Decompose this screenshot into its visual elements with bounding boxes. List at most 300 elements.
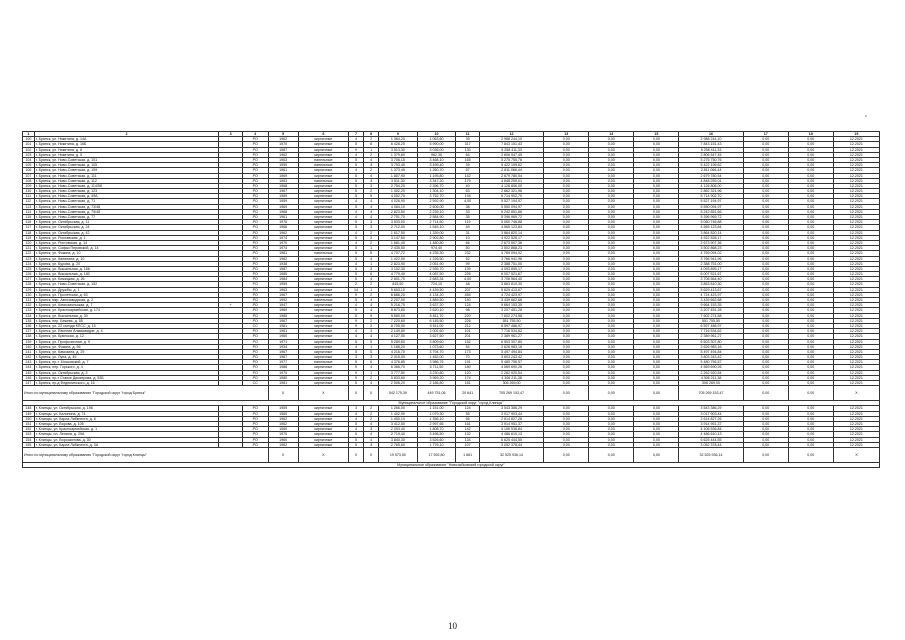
table-cell: 1959 bbox=[268, 282, 298, 287]
table-cell: 2 679 780,54 bbox=[679, 173, 743, 178]
table-cell: 0,00 bbox=[743, 416, 788, 421]
table-cell: 4 724 423,97 bbox=[679, 292, 743, 297]
table-cell: 0,00 bbox=[788, 230, 833, 235]
table-cell: 0,00 bbox=[743, 365, 788, 370]
table-cell: X bbox=[268, 386, 298, 401]
table-cell: 3 533,00 bbox=[379, 220, 418, 225]
table-cell: 2 751,70 bbox=[379, 215, 418, 220]
table-cell: X bbox=[364, 447, 379, 462]
table-cell: 4 bbox=[349, 303, 364, 308]
table-cell: 111 bbox=[23, 194, 35, 199]
table-cell: 0,00 bbox=[634, 360, 679, 365]
table-cell: 3 bbox=[364, 235, 379, 240]
table-cell: кирпичные bbox=[298, 339, 348, 344]
table-cell: 129 bbox=[23, 287, 35, 292]
table-cell: 0,00 bbox=[544, 370, 589, 375]
table-cell: 4 bbox=[349, 199, 364, 204]
table-cell: РО bbox=[242, 287, 268, 292]
table-cell: 12.2021 bbox=[833, 375, 879, 380]
table-cell: 1 480,80 bbox=[417, 240, 456, 245]
table-cell: кирпичные bbox=[298, 308, 348, 313]
table-cell: 0,00 bbox=[634, 313, 679, 318]
table-cell: 0,00 bbox=[544, 432, 589, 437]
table-cell: 2 754,20 bbox=[379, 183, 418, 188]
table-cell: 0,00 bbox=[743, 318, 788, 323]
table-cell: 2 389 961,27 bbox=[679, 334, 743, 339]
table-cell: 5 bbox=[349, 220, 364, 225]
table-cell: 1969 bbox=[268, 173, 298, 178]
table-cell: 0,00 bbox=[544, 199, 589, 204]
table-cell: кирпичные bbox=[298, 240, 348, 245]
table-cell: кирпичные bbox=[298, 277, 348, 282]
table-cell: 5 714 902,70 bbox=[479, 194, 543, 199]
table-cell: 134 bbox=[456, 437, 480, 442]
table-cell: 0,00 bbox=[589, 437, 634, 442]
table-cell: 132 bbox=[456, 432, 480, 437]
table-cell: 2 bbox=[364, 318, 379, 323]
table-cell: г. Брянск, ул. Никитина, д. 8 bbox=[34, 147, 218, 152]
table-cell: 1 bbox=[23, 132, 35, 137]
table-cell: 1 681,40 bbox=[379, 240, 418, 245]
table-cell: 141 bbox=[23, 349, 35, 354]
table-cell: 0,00 bbox=[544, 256, 589, 261]
table-cell: 0,00 bbox=[634, 298, 679, 303]
table-cell: 232 bbox=[456, 251, 480, 256]
table-cell: 1938 bbox=[268, 261, 298, 266]
table-cell: 4 216,70 bbox=[379, 349, 418, 354]
table-cell: 4 026,90 bbox=[379, 199, 418, 204]
table-cell: 4 bbox=[364, 308, 379, 313]
table-cell: 226 bbox=[456, 318, 480, 323]
table-cell: 0,00 bbox=[634, 163, 679, 168]
table-cell: 5 216,75 bbox=[379, 303, 418, 308]
table-cell: 2 679 780,54 bbox=[479, 173, 543, 178]
table-cell: 1 450,10 bbox=[379, 416, 418, 421]
table-cell: 0,00 bbox=[788, 381, 833, 386]
table-cell: 0,00 bbox=[788, 147, 833, 152]
table-cell: 2 bbox=[364, 189, 379, 194]
table-cell: 317 bbox=[456, 142, 480, 147]
table-cell: РО bbox=[242, 266, 268, 271]
table-cell: 0,00 bbox=[788, 375, 833, 380]
table-cell: 0,00 bbox=[544, 365, 589, 370]
table-cell: 0,00 bbox=[788, 225, 833, 230]
table-cell: 2 714,50 bbox=[417, 220, 456, 225]
table-cell: 0,00 bbox=[589, 421, 634, 426]
table-cell: 3 766 941,96 bbox=[679, 256, 743, 261]
table-cell: 12.2021 bbox=[833, 251, 879, 256]
table-cell: 66 bbox=[456, 240, 480, 245]
table-cell: 1 195,80 bbox=[417, 173, 456, 178]
table-cell: РО bbox=[242, 147, 268, 152]
table-cell: 2 bbox=[364, 416, 379, 421]
table-cell: 0,00 bbox=[788, 204, 833, 209]
table-cell: 0,00 bbox=[544, 427, 589, 432]
table-cell: 5 bbox=[268, 132, 298, 137]
table-cell: 3 777,50 bbox=[379, 370, 418, 375]
table-cell: 0,00 bbox=[589, 432, 634, 437]
table-cell: 0,00 bbox=[589, 360, 634, 365]
table-cell: 0,00 bbox=[743, 199, 788, 204]
table-cell: РО bbox=[242, 199, 268, 204]
table-cell: 2 988 244,10 bbox=[679, 137, 743, 142]
table-cell: 5 711,50 bbox=[417, 365, 456, 370]
table-cell: РО bbox=[242, 416, 268, 421]
table-cell: 12.2021 bbox=[833, 313, 879, 318]
table-cell: 4 bbox=[364, 442, 379, 447]
table-cell: 6 145,50 bbox=[417, 318, 456, 323]
table-cell: Итого по муниципальному образованию "Городской округ "город Брянск" bbox=[23, 386, 269, 401]
table-cell: 0,00 bbox=[544, 344, 589, 349]
table-cell: 12.2021 bbox=[833, 432, 879, 437]
table-cell: 12.2021 bbox=[833, 261, 879, 266]
table-cell: 0,00 bbox=[788, 157, 833, 162]
table-cell: 12.2021 bbox=[833, 406, 879, 411]
table-cell: 12.2021 bbox=[833, 308, 879, 313]
table-cell: 3 914 951,37 bbox=[479, 421, 543, 426]
table-cell: 5 550 094,97 bbox=[479, 204, 543, 209]
table-cell: 4 306 211,38 bbox=[679, 375, 743, 380]
table-cell: г. Клинцы, ул. Ворошилова, д. 30 bbox=[34, 437, 218, 442]
table-cell: 0,00 bbox=[788, 240, 833, 245]
table-cell: 105 bbox=[23, 163, 35, 168]
table-cell: г. Клинцы, ул. Ворова, д. 106 bbox=[34, 421, 218, 426]
table-cell: 4 bbox=[364, 277, 379, 282]
table-cell: 2 389 961,27 bbox=[479, 334, 543, 339]
table-cell: 0,00 bbox=[788, 163, 833, 168]
table-cell: 0,00 bbox=[788, 323, 833, 328]
municipality-row bbox=[23, 462, 880, 467]
table-cell: 35 bbox=[456, 215, 480, 220]
table-cell: г. Брянск, ул. Калинина, д. 10 bbox=[34, 256, 218, 261]
table-cell: 4 bbox=[349, 152, 364, 157]
table-cell: 9 664 153,35 bbox=[479, 303, 543, 308]
table-cell: 0,00 bbox=[788, 318, 833, 323]
table-cell: 12.2021 bbox=[833, 168, 879, 173]
table-cell: 2 015,00 bbox=[379, 355, 418, 360]
table-cell: 0,00 bbox=[634, 157, 679, 162]
table-cell: РО bbox=[242, 344, 268, 349]
table-cell: 0,00 bbox=[544, 157, 589, 162]
table-cell: 12.2021 bbox=[833, 329, 879, 334]
table-cell: 0,00 bbox=[788, 215, 833, 220]
table-cell: 0,00 bbox=[544, 152, 589, 157]
table-cell: 112 bbox=[23, 199, 35, 204]
table-cell: РО bbox=[242, 334, 268, 339]
table-cell: 4 bbox=[364, 381, 379, 386]
table-cell: 0,00 bbox=[634, 386, 679, 401]
table-cell: РО bbox=[242, 240, 268, 245]
table-cell: 7 716 534,62 bbox=[679, 329, 743, 334]
table-cell: 0,00 bbox=[743, 163, 788, 168]
table-cell: 5 bbox=[364, 194, 379, 199]
page-number: 10 bbox=[448, 621, 457, 631]
table-cell: 12.2021 bbox=[833, 287, 879, 292]
table-cell: 0,00 bbox=[589, 406, 634, 411]
table-cell: 0,00 bbox=[788, 313, 833, 318]
table-cell: г. Брянск, ул. Ново-Советская, д. 109 bbox=[34, 168, 218, 173]
table-cell: 0,00 bbox=[743, 204, 788, 209]
table-cell: 4 bbox=[364, 256, 379, 261]
table-cell: г. Брянск, ул. Вокзальная, д. 30 bbox=[34, 313, 218, 318]
table-cell: 1981 bbox=[268, 381, 298, 386]
table-cell: РО bbox=[242, 355, 268, 360]
table-cell: 3 513,30 bbox=[379, 147, 418, 152]
table-cell: 149 bbox=[23, 411, 35, 416]
table-cell: 0,00 bbox=[743, 298, 788, 303]
table-cell: 207 bbox=[456, 287, 480, 292]
table-cell: 0,00 bbox=[634, 375, 679, 380]
table-cell: 0,00 bbox=[634, 147, 679, 152]
table-cell: 5 bbox=[349, 163, 364, 168]
table-cell: 5 480 756,57 bbox=[679, 360, 743, 365]
table-cell: 17 592,80 bbox=[417, 447, 456, 462]
table-cell: 0,00 bbox=[788, 266, 833, 271]
table-cell: 39 bbox=[456, 137, 480, 142]
table-cell: г. Брянск, ул. Ново-Советская, д. 101 bbox=[34, 157, 218, 162]
table-cell: 145 bbox=[23, 370, 35, 375]
table-cell: 1 bbox=[364, 344, 379, 349]
table-cell: 0,00 bbox=[743, 406, 788, 411]
total-row bbox=[23, 447, 880, 462]
table-cell: 4 779,40 bbox=[379, 272, 418, 277]
table-cell: 7 220,60 bbox=[379, 318, 418, 323]
table-cell: 0,00 bbox=[634, 334, 679, 339]
table-cell: 4 769 094,02 bbox=[479, 251, 543, 256]
table-cell: РО bbox=[242, 272, 268, 277]
table-cell: 4 052,70 bbox=[379, 194, 418, 199]
table-cell: 0,00 bbox=[634, 235, 679, 240]
table-cell: 0,00 bbox=[743, 344, 788, 349]
table-cell: 1985 bbox=[268, 272, 298, 277]
table-cell: 4 bbox=[349, 416, 364, 421]
table-cell: 5 497 494,84 bbox=[479, 349, 543, 354]
table-cell: 5 242 851,66 bbox=[679, 209, 743, 214]
table-cell: 110 bbox=[23, 189, 35, 194]
table-cell: 3 986,76 bbox=[417, 360, 456, 365]
table-cell: РО bbox=[242, 251, 268, 256]
table-cell: 0,00 bbox=[589, 416, 634, 421]
table-cell: 0,00 bbox=[788, 334, 833, 339]
table-cell: 2 719,40 bbox=[379, 432, 418, 437]
table-cell: 4 bbox=[349, 344, 364, 349]
table-cell: + bbox=[219, 303, 243, 308]
table-cell: 0,00 bbox=[544, 147, 589, 152]
table-cell: кирпичные bbox=[298, 220, 348, 225]
table-cell: РО bbox=[242, 421, 268, 426]
table-cell: 0,00 bbox=[634, 204, 679, 209]
table-cell: 12.2021 bbox=[833, 442, 879, 447]
table-cell: 4 127,50 bbox=[379, 334, 418, 339]
table-cell: 1981 bbox=[268, 251, 298, 256]
table-cell: Итого по муниципальному образованию "Городской округ "город Клинцы" bbox=[23, 447, 269, 462]
table-cell: 0,00 bbox=[589, 427, 634, 432]
table-cell: 0,00 bbox=[788, 251, 833, 256]
table-cell: 114 bbox=[23, 209, 35, 214]
table-cell: 0,00 bbox=[743, 194, 788, 199]
table-cell: кирпичные bbox=[298, 194, 348, 199]
table-cell: 0,00 bbox=[589, 235, 634, 240]
table-cell: 1987 bbox=[268, 266, 298, 271]
table-cell: 3 766 941,96 bbox=[479, 256, 543, 261]
table-cell: 0,00 bbox=[544, 308, 589, 313]
table-cell: 0,00 bbox=[634, 381, 679, 386]
table-cell: г. Брянск, ул. Бурова, д. 20 bbox=[34, 261, 218, 266]
table-cell: РО bbox=[242, 142, 268, 147]
table-cell: 99 bbox=[456, 261, 480, 266]
table-cell: 1969 bbox=[268, 204, 298, 209]
table-cell: кирпичные bbox=[298, 318, 348, 323]
table-cell: 0,00 bbox=[743, 152, 788, 157]
table-cell: 5 275 750,76 bbox=[479, 157, 543, 162]
table-cell: 0,00 bbox=[544, 355, 589, 360]
table-cell: 1 402,90 bbox=[379, 411, 418, 416]
table-cell: г. Брянск, ул. Камозина, д. 29 bbox=[34, 349, 218, 354]
table-cell: 2 823,50 bbox=[379, 209, 418, 214]
table-cell: 0,00 bbox=[743, 437, 788, 442]
table-cell: X bbox=[349, 447, 364, 462]
table-cell: 1 bbox=[364, 147, 379, 152]
table-cell: 0,00 bbox=[634, 339, 679, 344]
table-cell: 15 bbox=[634, 132, 679, 137]
table-cell: 12.2021 bbox=[833, 298, 879, 303]
table-cell: 106 bbox=[23, 168, 35, 173]
table-cell: 1989 bbox=[268, 194, 298, 199]
table-cell: кирпичные bbox=[298, 209, 348, 214]
table-cell: 3 207 451,28 bbox=[479, 308, 543, 313]
table-cell: кирпичные bbox=[298, 334, 348, 339]
table-cell: г. Брянск, пр-д Федюнинского, д. 16 bbox=[34, 381, 218, 386]
table-cell: 1984 bbox=[268, 277, 298, 282]
table-cell: 0,00 bbox=[743, 360, 788, 365]
table-cell: кирпичные bbox=[298, 303, 348, 308]
table-cell: 0,00 bbox=[634, 323, 679, 328]
table-cell: 3 526,60 bbox=[417, 437, 456, 442]
table-cell: 226 bbox=[456, 272, 480, 277]
table-cell: 0,00 bbox=[788, 437, 833, 442]
table-cell: 962,30 bbox=[417, 152, 456, 157]
table-cell: 4 bbox=[364, 204, 379, 209]
table-cell: 126 bbox=[23, 272, 35, 277]
table-cell: 2 606,00 bbox=[417, 204, 456, 209]
table-cell: 1968 bbox=[268, 209, 298, 214]
table-cell: 0,00 bbox=[634, 432, 679, 437]
table-cell: 3 969,20 bbox=[417, 375, 456, 380]
table-cell: 449 751,06 bbox=[417, 386, 456, 401]
table-cell: 2 051,90 bbox=[417, 261, 456, 266]
table-cell: 2 765,60 bbox=[379, 442, 418, 447]
table-cell: 6 625 444,55 bbox=[479, 437, 543, 442]
table-cell: 3 bbox=[364, 323, 379, 328]
table-cell: 0,00 bbox=[544, 411, 589, 416]
table-cell: 0,00 bbox=[544, 225, 589, 230]
table-cell: 2 902,80 bbox=[417, 235, 456, 240]
table-cell: 4 bbox=[349, 240, 364, 245]
table-cell: 1 bbox=[364, 287, 379, 292]
table-cell: 3 052 378,44 bbox=[479, 442, 543, 447]
table-cell: 4 bbox=[364, 157, 379, 162]
table-cell: 4 126 806,00 bbox=[479, 183, 543, 188]
table-cell: 0,00 bbox=[743, 375, 788, 380]
table-cell: 2 396,70 bbox=[417, 183, 456, 188]
table-cell: 31 bbox=[456, 230, 480, 235]
table-cell: 0,00 bbox=[544, 142, 589, 147]
table-cell: 0,00 bbox=[634, 287, 679, 292]
table-cell: 138 bbox=[23, 334, 35, 339]
table-cell: 0,00 bbox=[634, 406, 679, 411]
table-cell: 6 625 444,55 bbox=[679, 437, 743, 442]
table-cell: кирпичные bbox=[298, 442, 348, 447]
table-cell: РО bbox=[242, 256, 268, 261]
table-cell: РО bbox=[242, 225, 268, 230]
table-cell: 0,00 bbox=[589, 365, 634, 370]
table-cell: 0,00 bbox=[788, 349, 833, 354]
table-cell: 0,00 bbox=[788, 256, 833, 261]
table-cell: 0,00 bbox=[788, 308, 833, 313]
table-cell: 5 bbox=[349, 339, 364, 344]
table-cell: 10 bbox=[456, 235, 480, 240]
table-cell: 135 bbox=[23, 318, 35, 323]
table-cell: г. Брянск, мкр. Автозаводская, д. 2 bbox=[34, 298, 218, 303]
table-cell: 1 889,50 bbox=[417, 298, 456, 303]
table-cell: СС bbox=[242, 323, 268, 328]
table-cell: 1967 bbox=[268, 349, 298, 354]
table-cell: 155 bbox=[23, 442, 35, 447]
table-cell: 6 bbox=[364, 360, 379, 365]
table-cell: 1966 bbox=[268, 225, 298, 230]
table-cell: РО bbox=[242, 442, 268, 447]
table-cell: 0,00 bbox=[634, 349, 679, 354]
table-cell: 5 275 750,76 bbox=[679, 157, 743, 162]
table-cell: 136 bbox=[23, 323, 35, 328]
table-cell: 133 bbox=[23, 308, 35, 313]
table-cell: 7 843 151,43 bbox=[479, 142, 543, 147]
table-cell: 0,00 bbox=[589, 157, 634, 162]
table-cell: 6 bbox=[364, 272, 379, 277]
table-cell: 13 bbox=[544, 132, 589, 137]
table-cell: 0,00 bbox=[634, 292, 679, 297]
table-cell: 1 402,20 bbox=[379, 189, 418, 194]
table-cell: 4 306 211,38 bbox=[479, 375, 543, 380]
table-cell: 0,00 bbox=[634, 183, 679, 188]
table-cell: 0,00 bbox=[788, 209, 833, 214]
table-cell: 144 bbox=[23, 365, 35, 370]
table-cell: 4 bbox=[364, 365, 379, 370]
table-cell: РО bbox=[242, 235, 268, 240]
table-cell: РО bbox=[242, 189, 268, 194]
table-cell: 18 bbox=[788, 132, 833, 137]
table-cell: 12.2021 bbox=[833, 204, 879, 209]
table-cell: 1 079,30 bbox=[417, 411, 456, 416]
table-cell: 14 bbox=[589, 132, 634, 137]
table-cell: 4 707,72 bbox=[379, 251, 418, 256]
table-cell: 542 175,39 bbox=[379, 386, 418, 401]
table-cell: 2 712,00 bbox=[379, 225, 418, 230]
table-cell: 0,00 bbox=[544, 246, 589, 251]
table-cell: 0,00 bbox=[634, 173, 679, 178]
table-cell: 179 bbox=[456, 178, 480, 183]
table-cell: 0,00 bbox=[544, 375, 589, 380]
table-cell: 5 bbox=[349, 251, 364, 256]
table-cell: 0,00 bbox=[544, 287, 589, 292]
table-cell: 1 373,45 bbox=[379, 168, 418, 173]
table-cell: г. Брянск, ул. Фокина, д. 56 bbox=[34, 344, 218, 349]
table-cell: 0,00 bbox=[634, 246, 679, 251]
table-cell: 3 152,30 bbox=[379, 266, 418, 271]
table-cell: кирпичные bbox=[298, 189, 348, 194]
table-cell: г. Брянск, ул. Никитина, д. 16Б bbox=[34, 142, 218, 147]
table-cell: 551 755,50 bbox=[679, 318, 743, 323]
